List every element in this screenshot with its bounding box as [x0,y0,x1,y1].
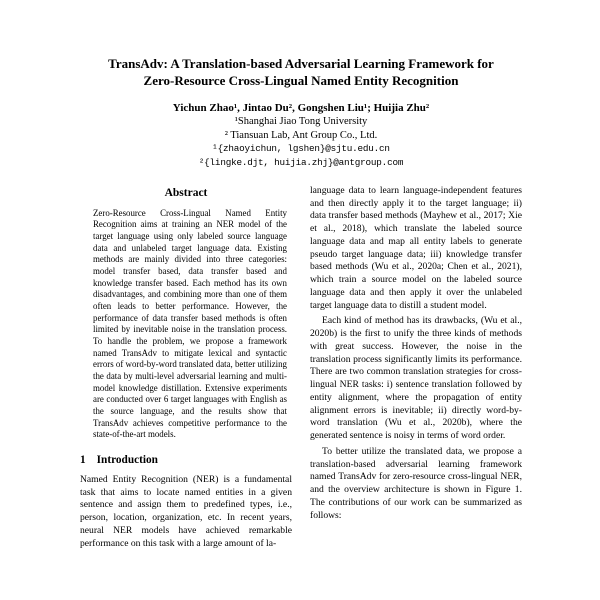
abstract-heading: Abstract [164,186,208,199]
two-column-body [80,185,522,554]
introduction-paragraph: Named Entity Recognition (NER) is a fundamental task that aims to locate named entities in a given sentence and assign them to predefined types, i.e., person, location, organization, etc. In recent years, neural NER models have achieved remarkable performance on this task with a large amount of la- [80,473,292,549]
right-column-paragraph-2: Each kind of method has its drawbacks, (Wu et al., 2020b) is the first to unify the three kinds of methods with great success. However, the noise in the translation process significantly limits its performance. There are two common translation strategies for cross-lingual NER tasks: i) sentence translation followed by entity alignment, where the propagation of entity alignment errors is inevitable; ii) directly word-by-word translation (Wu et al., 2020b), where the generated sentence is noisy in terms of word order. [310,315,522,442]
abstract-text: Zero-Resource Cross-Lingual Named Entity Recognition aims at training an NER model of the target language using only labeled source language data and unlabeled target language data. Existing methods are mainly divided into three categories: model transfer based, data transfer based and knowledge transfer based. Each method has its own disadvantages, and combining more than one of them often leads to better performance. However, the performance of data transfer based methods is often limited by inevitable noise in the translation process. To handle the problem, we propose a framework named TransAdv to mitigate lexical and syntactic errors of word-by-word translated data, better utilizing the data by multi-level adversarial learning and multi-model knowledge distillation. Extensive experiments are conducted over 6 target languages with English as the source language, and the results show that TransAdv achieves competitive performance to the state-of-the-art models. [93,207,287,440]
email-line-2: ²{lingke.djt, huijia.zhj}@antgroup.com [198,156,404,168]
section-heading-introduction [80,454,292,466]
right-column-paragraph-1: language data to learn language-independent features and then directly apply it to the target language; ii) data transfer based methods (Mayhew et al., 2017; Xie et al., 2018), which translate the labeled source language data and map all entity labels to generate pseudo target language data; iii) knowledge transfer based methods (Wu et al., 2020a; Chen et al., 2021), which train a source model on the labeled source language data and then apply it over the unlabeled target language data to distill a student model. [310,184,522,311]
paper-title [80,56,522,90]
paper-title-line-2: Zero-Resource Cross-Lingual Named Entity Recognition [143,72,459,88]
left-column [80,185,292,554]
affiliation-1: ¹Shanghai Jiao Tong University [234,116,368,128]
section-title: Introduction [96,453,158,466]
affiliation-2: ² Tiansuan Lab, Ant Group Co., Ltd. [224,129,378,141]
right-column-paragraph-3: To better utilize the translated data, we propose a translation-based adversarial learning framework named TransAdv for zero-resource cross-lingual NER, and the overview architecture is shown in Figure 1. The contributions of our work can be summarized as follows: [310,445,522,521]
email-line-1: ¹{zhaoyichun, lgshen}@sjtu.edu.cn [212,143,390,155]
authors-line: Yichun Zhao¹, Jintao Du², Gongshen Liu¹; Huijia Zhu² [172,101,430,114]
right-column [310,185,522,554]
section-number: 1 [80,453,86,466]
paper-title-line-1: TransAdv: A Translation-based Adversarial Learning Framework for [108,56,494,71]
